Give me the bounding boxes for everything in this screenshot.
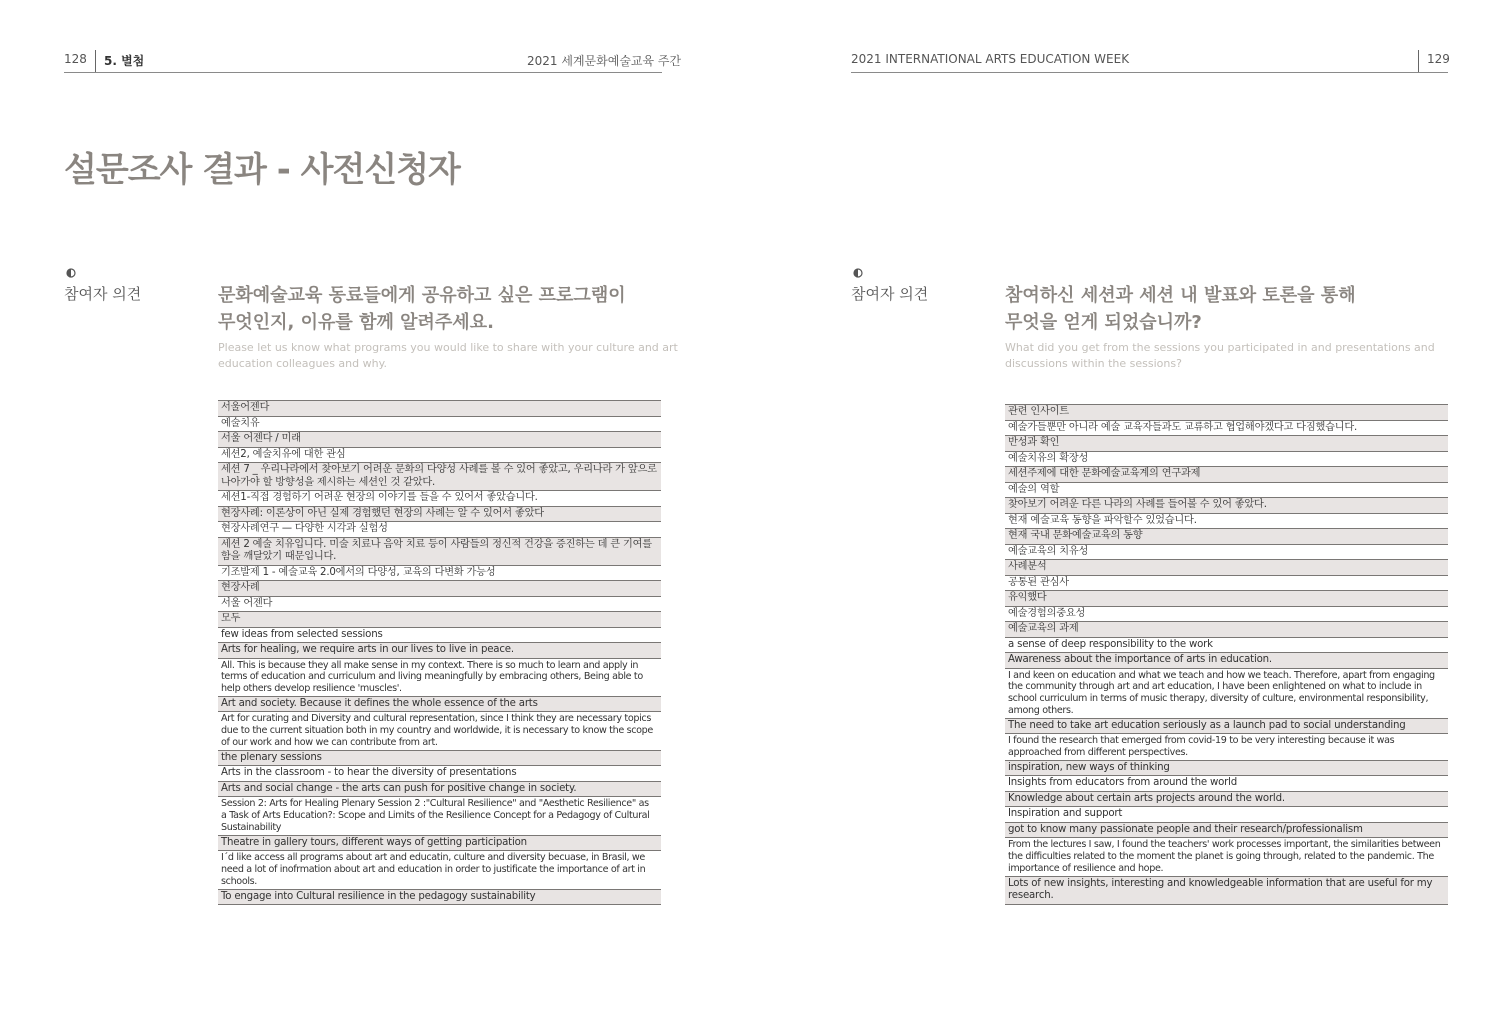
table-row: I´d like access all programs about art and educatin, culture and diversity becuase, in Brasil, we need a lot of inofrmation about art and education in order to justificate the importance of art in schools.	[218, 851, 661, 889]
bullet-icon	[66, 268, 76, 278]
table-row: Session 2: Arts for Healing Plenary Session 2 :"Cultural Resilience" and "Aesthetic Resilience" as a Task of Arts Education?: Scope and Limits of the Resilience Concept for a Pedagogy of Cultural Sustainability	[218, 797, 661, 835]
header-divider-left	[95, 50, 96, 72]
table-row: 세션2, 예술치유에 대한 관심	[218, 448, 661, 464]
table-row: 반성과 확인	[1005, 436, 1448, 452]
table-row: 예술의 역할	[1005, 483, 1448, 499]
table-row: 세션 2 예술 치유입니다. 미술 치료나 음악 치료 등이 사람들의 정신적 건강을 증진하는 데 큰 기여를 함을 깨달았기 때문입니다.	[218, 538, 661, 566]
table-row: few ideas from selected sessions	[218, 628, 661, 644]
table-row: Arts and social change - the arts can push for positive change in society.	[218, 782, 661, 798]
table-row: Arts for healing, we require arts in our lives to live in peace.	[218, 643, 661, 659]
table-row: 공통된 관심사	[1005, 576, 1448, 592]
running-title-left: 2021 세계문화예술교육 주간	[527, 54, 682, 68]
table-row: 세션주제에 대한 문화예술교육계의 연구과제	[1005, 467, 1448, 483]
table-row: 모두	[218, 612, 661, 628]
table-row: 예술교육의 치유성	[1005, 545, 1448, 561]
table-row: 유익했다	[1005, 591, 1448, 607]
table-row: 현재 예술교육 동향을 파악할수 있었습니다.	[1005, 514, 1448, 530]
table-row: 사례분석	[1005, 560, 1448, 576]
participant-opinion-label: 참여자 의견	[64, 285, 142, 303]
table-row: To engage into Cultural resilience in the pedagogy sustainability	[218, 890, 661, 906]
responses-table-left	[218, 400, 661, 905]
table-row: I and keen on education and what we teach and how we teach. Therefore, apart from engaging the community through art and art education, I have been enlightened on what to include in school curriculum in terms of music therapy, diversity of culture, environmental responsibility, among others.	[1005, 669, 1448, 719]
table-row: 서울 어젠다 / 미래	[218, 432, 661, 448]
table-row: Lots of new insights, interesting and knowledgeable information that are useful for my research.	[1005, 877, 1448, 905]
table-row: Art for curating and Diversity and cultural representation, since I think they are necessary topics due to the current situation both in my country and worldwide, it is necessary to know the scope of our work and how we can contribute from art.	[218, 712, 661, 750]
page-title: 설문조사 결과 - 사전신청자	[64, 150, 460, 190]
table-row: a sense of deep responsibility to the work	[1005, 638, 1448, 654]
table-row: Theatre in gallery tours, different ways of getting participation	[218, 836, 661, 852]
table-row: Awareness about the importance of arts in education.	[1005, 653, 1448, 669]
table-row: The need to take art education seriously as a launch pad to social understanding	[1005, 719, 1448, 735]
header-rule-right	[851, 72, 1448, 73]
table-row: Inspiration and support	[1005, 807, 1448, 823]
page-number-right: 129	[1427, 52, 1450, 66]
table-row: 현장사례	[218, 581, 661, 597]
table-row: Insights from educators from around the world	[1005, 776, 1448, 792]
table-row: 현재 국내 문화예술교육의 동향	[1005, 529, 1448, 545]
page-number-left: 128	[64, 52, 87, 66]
question-ko: 문화예술교육 동료들에게 공유하고 싶은 프로그램이 무엇인지, 이유를 함께 알려주세요.	[218, 285, 626, 333]
table-row: 세션1-직접 경험하기 어려운 현장의 이야기를 들을 수 있어서 좋았습니다.	[218, 491, 661, 507]
bullet-icon	[853, 268, 863, 278]
section-label: 5. 별첨	[104, 54, 145, 68]
table-row: 관련 인사이트	[1005, 404, 1448, 421]
table-row: All. This is because they all make sense in my context. There is so much to learn and apply in terms of education and curriculum and living meaningfully by embracing others, Being able to help others develop resilience 'muscles'.	[218, 659, 661, 697]
table-row: got to know many passionate people and their research/professionalism	[1005, 823, 1448, 839]
question-en: What did you get from the sessions you participated in and presentations and discussions within the sessions?	[1005, 341, 1435, 370]
responses-table-right	[1005, 404, 1448, 905]
table-row: 기조발제 1 - 예술교육 2.0에서의 다양성, 교육의 다변화 가능성	[218, 566, 661, 582]
table-row: Arts in the classroom - to hear the diversity of presentations	[218, 766, 661, 782]
table-row: I found the research that emerged from covid-19 to be very interesting because it was approached from different perspectives.	[1005, 734, 1448, 761]
table-row: 예술가들뿐만 아니라 예술 교육자들과도 교류하고 협업해야겠다고 다짐했습니다.	[1005, 421, 1448, 437]
table-row: 현장사례: 이론상이 아닌 실제 경험했던 현장의 사례는 알 수 있어서 좋았다	[218, 507, 661, 523]
table-row: inspiration, new ways of thinking	[1005, 761, 1448, 777]
table-row: 예술치유	[218, 417, 661, 433]
table-row: From the lectures I saw, I found the teachers' work processes important, the similarities between the difficulties related to the moment the planet is going through, related to the pandemic. The importance of resilience and hope.	[1005, 838, 1448, 876]
table-row: 서울 어젠다	[218, 597, 661, 613]
header-divider-right	[1418, 50, 1419, 72]
table-row: Knowledge about certain arts projects around the world.	[1005, 792, 1448, 808]
participant-opinion-label: 참여자 의견	[851, 285, 929, 303]
table-row: 세션 7 _ 우리나라에서 찾아보기 어려운 문화의 다양성 사례를 볼 수 있어 좋았고, 우리나라 가 앞으로 나아가야 할 방향성을 제시하는 세션인 것 같았다.	[218, 463, 661, 491]
table-row: 서울어젠다	[218, 400, 661, 417]
header-rule-left	[64, 72, 662, 73]
running-title-right: 2021 INTERNATIONAL ARTS EDUCATION WEEK	[851, 52, 1130, 66]
table-row: the plenary sessions	[218, 751, 661, 767]
table-row: 예술경험의중요성	[1005, 607, 1448, 623]
table-row: Art and society. Because it defines the whole essence of the arts	[218, 697, 661, 713]
table-row: 예술교육의 과제	[1005, 622, 1448, 638]
table-row: 찾아보기 어려운 다른 나라의 사례를 들어볼 수 있어 좋았다.	[1005, 498, 1448, 514]
table-row: 현장사례연구 — 다양한 시각과 실험성	[218, 522, 661, 538]
table-row: 예술치유의 확장성	[1005, 452, 1448, 468]
question-ko: 참여하신 세션과 세션 내 발표와 토론을 통해 무엇을 얻게 되었습니까?	[1005, 285, 1356, 333]
question-en: Please let us know what programs you would like to share with your culture and art education colleagues and why.	[218, 341, 678, 370]
